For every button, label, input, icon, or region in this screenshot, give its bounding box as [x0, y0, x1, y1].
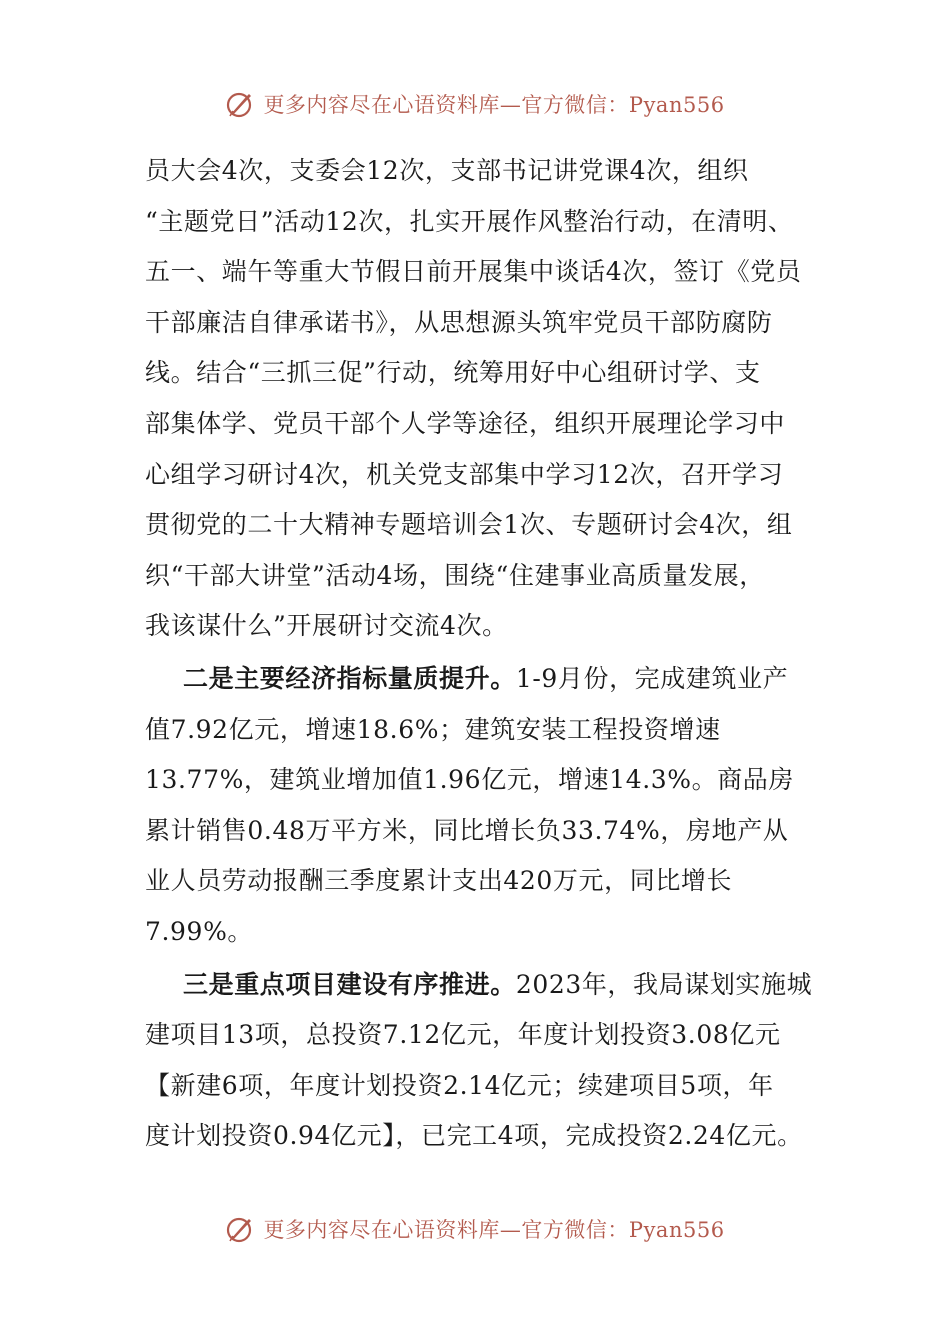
text-run: 2023年，我局谋划实施城	[515, 969, 813, 999]
footer-banner-text: 更多内容尽在心语资料库—官方微信：Pyan556	[263, 1218, 725, 1242]
text-line: 7.99%。	[145, 916, 254, 946]
text-line	[145, 654, 815, 705]
text-line: 干部廉洁自律承诺书》，从思想源头筑牢党员干部防腐防	[145, 307, 773, 337]
text-line: “主题党日”活动12次，扎实开展作风整治行动，在清明、	[145, 206, 794, 236]
text-run: 1-9月份，完成建筑业产	[515, 663, 789, 693]
header-banner	[0, 84, 950, 124]
text-line: 贯彻党的二十大精神专题培训会1次、专题研讨会4次，组	[145, 510, 793, 540]
text-line: 累计销售0.48万平方米，同比增长负33.74%，房地产从	[145, 815, 789, 845]
document-body	[145, 146, 815, 1162]
footer-banner	[0, 1209, 950, 1249]
text-line: 13.77%，建筑业增加值1.96亿元，增速14.3%。商品房	[145, 765, 795, 795]
paragraph-key-projects	[145, 960, 815, 1162]
text-line: 度计划投资0.94亿元】，已完工4项，完成投资2.24亿元。	[145, 1121, 803, 1151]
text-line: 五一、端午等重大节假日前开展集中谈话4次，签订《党员	[145, 257, 802, 287]
paragraph-heading: 三是重点项目建设有序推进。	[183, 969, 516, 999]
text-line: 【新建6项，年度计划投资2.14亿元；续建项目5项，年	[145, 1070, 774, 1100]
text-line: 部集体学、党员干部个人学等途径，组织开展理论学习中	[145, 408, 786, 438]
text-line: 心组学习研讨4次，机关党支部集中学习12次，召开学习	[145, 459, 784, 489]
pen-circle-logo-icon	[225, 89, 255, 119]
pen-circle-logo-icon	[225, 1214, 255, 1244]
paragraph-economic-indicators	[145, 654, 815, 958]
paragraph-party-building	[145, 146, 815, 652]
text-line: 线。结合“三抓三促”行动，统筹用好中心组研讨学、支	[145, 358, 761, 388]
text-line: 建项目13项，总投资7.12亿元，年度计划投资3.08亿元	[145, 1020, 781, 1050]
text-line: 员大会4次，支委会12次，支部书记讲党课4次，组织	[145, 156, 749, 185]
header-banner-text: 更多内容尽在心语资料库—官方微信：Pyan556	[263, 93, 725, 117]
text-line: 业人员劳动报酬三季度累计支出420万元，同比增长	[145, 866, 733, 896]
paragraph-heading: 二是主要经济指标量质提升。	[183, 663, 516, 693]
text-line: 我该谋什么”开展研讨交流4次。	[145, 611, 508, 641]
text-line: 织“干部大讲堂”活动4场，围绕“住建事业高质量发展，	[145, 560, 765, 590]
text-line: 值7.92亿元，增速18.6%；建筑安装工程投资增速	[145, 714, 721, 744]
text-line	[145, 960, 815, 1011]
